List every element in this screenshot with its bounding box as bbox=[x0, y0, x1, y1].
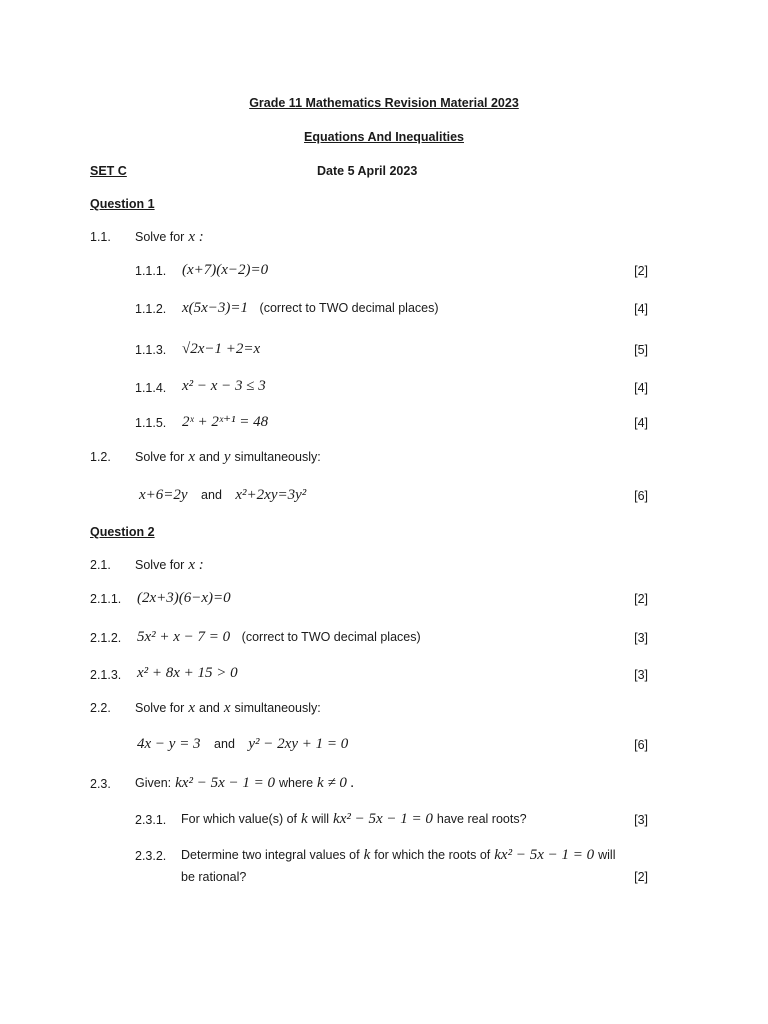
question-1-heading: Question 1 bbox=[90, 197, 155, 211]
q2-1-3-number: 2.1.3. bbox=[90, 668, 122, 682]
q2-2-marks: [6] bbox=[634, 738, 648, 752]
q1-1-1-number: 1.1.1. bbox=[135, 264, 167, 278]
q2-1-2-marks: [3] bbox=[634, 631, 648, 645]
q2-1-3-equation: x² + 8x + 15 > 0 bbox=[137, 665, 238, 681]
q2-3-2-marks: [2] bbox=[634, 870, 648, 884]
q1-1-1-marks: [2] bbox=[634, 264, 648, 278]
q2-1-2-number: 2.1.2. bbox=[90, 631, 122, 645]
q1-1-3-number: 1.1.3. bbox=[135, 343, 167, 357]
q2-3-2-question: Determine two integral values of k for which the roots of kx² − 5x − 1 = 0 will bbox=[181, 847, 616, 863]
set-label: SET C bbox=[90, 164, 127, 178]
q1-1-5-marks: [4] bbox=[634, 416, 648, 430]
q1-1-1-equation: (x+7)(x−2)=0 bbox=[182, 262, 269, 278]
question-2-heading: Question 2 bbox=[90, 525, 155, 539]
q2-1-1-equation: (2x+3)(6−x)=0 bbox=[137, 590, 231, 606]
q1-1-instruction: Solve for x : bbox=[135, 229, 204, 245]
q2-3-2-number: 2.3.2. bbox=[135, 849, 167, 863]
q2-1-1-marks: [2] bbox=[634, 592, 648, 606]
document-subtitle: Equations And Inequalities bbox=[304, 130, 464, 144]
q1-1-4-equation: x² − x − 3 ≤ 3 bbox=[182, 378, 266, 394]
q1-1-number: 1.1. bbox=[90, 230, 111, 244]
document-title: Grade 11 Mathematics Revision Material 2023 bbox=[249, 96, 519, 110]
q2-1-number: 2.1. bbox=[90, 558, 111, 572]
q2-2-number: 2.2. bbox=[90, 701, 111, 715]
q2-3-given: Given: kx² − 5x − 1 = 0 where k ≠ 0 . bbox=[135, 775, 355, 791]
q2-1-3-marks: [3] bbox=[634, 668, 648, 682]
q2-1-instruction: Solve for x : bbox=[135, 557, 204, 573]
q2-3-1-question: For which value(s) of k will kx² − 5x − 1 = 0 have real roots? bbox=[181, 811, 527, 827]
q1-1-2-number: 1.1.2. bbox=[135, 302, 167, 316]
date-label: Date 5 April 2023 bbox=[317, 164, 418, 178]
q2-2-equations: 4x − y = 3 and y² − 2xy + 1 = 0 bbox=[137, 736, 349, 752]
q2-3-1-number: 2.3.1. bbox=[135, 813, 167, 827]
q2-2-instruction: Solve for x and x simultaneously: bbox=[135, 700, 321, 716]
q1-2-marks: [6] bbox=[634, 489, 648, 503]
q2-3-number: 2.3. bbox=[90, 777, 111, 791]
q1-1-2-marks: [4] bbox=[634, 302, 648, 316]
q1-1-3-marks: [5] bbox=[634, 343, 648, 357]
q1-2-equations: x+6=2y and x²+2xy=3y² bbox=[139, 487, 307, 503]
q1-2-instruction: Solve for x and y simultaneously: bbox=[135, 449, 321, 465]
q2-1-2-equation: 5x² + x − 7 = 0 (correct to TWO decimal places) bbox=[137, 629, 421, 645]
q1-1-5-number: 1.1.5. bbox=[135, 416, 167, 430]
q2-1-1-number: 2.1.1. bbox=[90, 592, 122, 606]
q2-3-1-marks: [3] bbox=[634, 813, 648, 827]
q1-1-2-equation: x(5x−3)=1 (correct to TWO decimal places) bbox=[182, 300, 439, 316]
q1-1-4-number: 1.1.4. bbox=[135, 381, 167, 395]
q2-3-2-question-line2: be rational? bbox=[181, 870, 247, 884]
q1-1-5-equation: 2ˣ + 2ˣ⁺¹ = 48 bbox=[182, 414, 269, 430]
q1-1-4-marks: [4] bbox=[634, 381, 648, 395]
q1-2-number: 1.2. bbox=[90, 450, 111, 464]
q1-1-3-equation: √2x−1 +2=x bbox=[182, 341, 261, 357]
